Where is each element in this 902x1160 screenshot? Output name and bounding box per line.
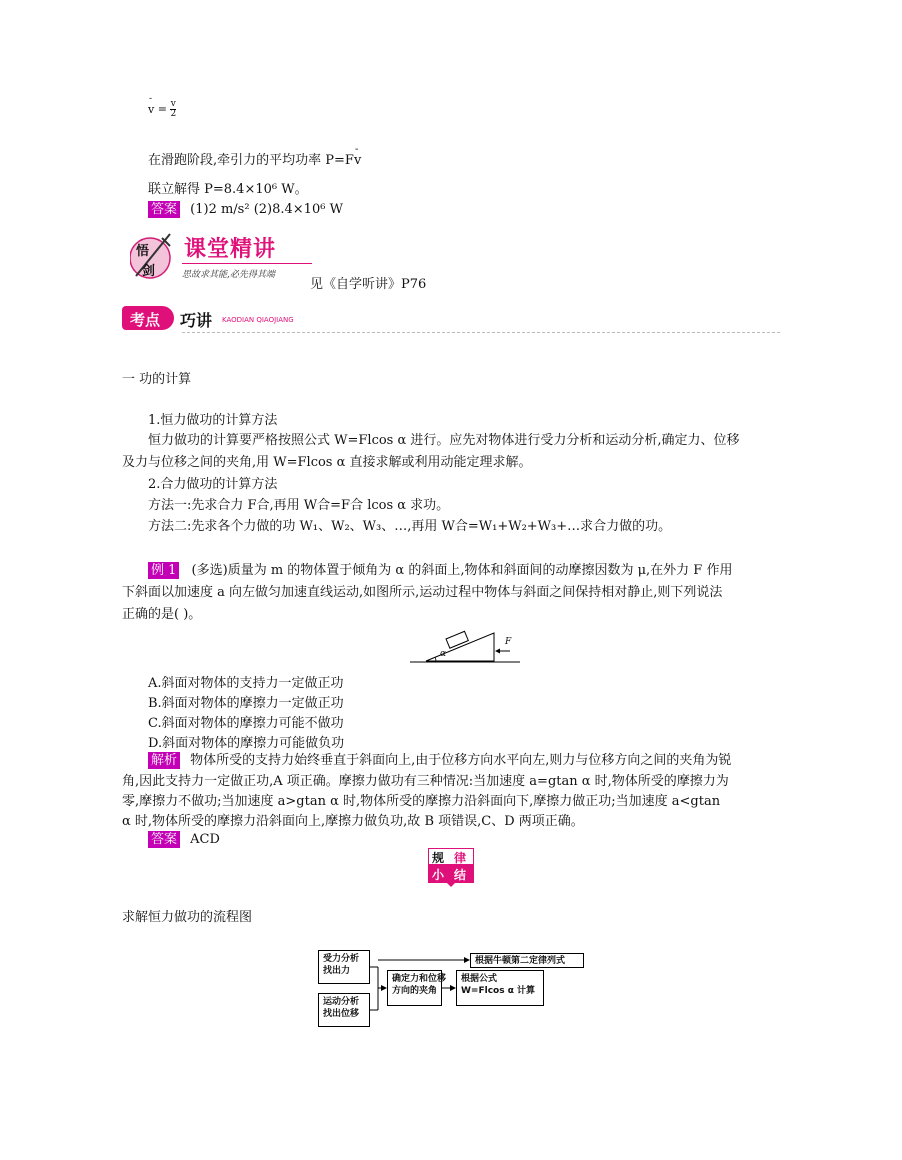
banner-subtitle: 思故求其能,必先得其端	[182, 270, 275, 280]
option-d: D.斜面对物体的摩擦力可能做负功	[148, 736, 345, 751]
keypoint-divider	[182, 332, 780, 333]
p1-line1: 恒力做功的计算要严格按照公式 W=Flcos α 进行。应先对物体进行受力分析和运动分析,确定力、位移	[148, 433, 740, 448]
option-a: A.斜面对物体的支持力一定做正功	[148, 676, 344, 691]
incline-figure	[410, 625, 520, 667]
p2-title: 2.合力做功的计算方法	[148, 477, 278, 492]
banner-char-bottom: 剑	[142, 264, 156, 279]
equals: =	[157, 102, 167, 116]
slide-power-line: 在滑跑阶段,牵引力的平均功率 P=F - v	[148, 144, 362, 168]
analysis-line1	[148, 753, 731, 770]
analysis-line4: α 时,物体所受的摩擦力沿斜面向上,摩擦力做负功,故 B 项错误,C、D 两项正确。	[122, 814, 584, 829]
option-c: C.斜面对物体的摩擦力可能不做功	[148, 716, 344, 731]
fraction-numerator: v	[170, 99, 176, 109]
banner-char-top: 悟	[136, 244, 150, 259]
fraction-denominator: 2	[170, 109, 177, 119]
analysis-text1: 物体所受的支持力始终垂直于斜面向上,由于位移方向水平向左,则力与位移方向之间的夹角为锐	[190, 753, 732, 768]
answer-2	[148, 832, 220, 849]
fig-F-label: F	[505, 637, 512, 647]
answer-1	[148, 202, 343, 219]
analysis-label: 解析	[148, 752, 180, 769]
p1-line2: 及力与位移之间的夹角,用 W=Flcos α 直接求解或利用动能定理求解。	[122, 455, 532, 470]
badge-char2: 律	[454, 851, 467, 865]
fig-alpha-label: α	[440, 649, 447, 659]
keypoint-banner	[122, 304, 782, 336]
example-line1	[148, 563, 732, 580]
slide-power-text: 在滑跑阶段,牵引力的平均功率 P=F	[148, 153, 354, 168]
example-label: 例 1	[148, 562, 179, 579]
flow-title: 求解恒力做功的流程图	[122, 910, 253, 925]
flow-box-formula: 根据公式 W=Flcos α 计算	[456, 970, 544, 1006]
avg-velocity-formula: - v = $\frac{v}{2}$	[148, 93, 177, 119]
keypoint-title: 巧讲	[180, 311, 213, 330]
p2-line1: 方法一:先求合力 F合,再用 W合=F合 lcos α 求功。	[148, 498, 450, 513]
banner-title: 课堂精讲	[184, 237, 277, 262]
answer-text: (1)2 m/s² (2)8.4×10⁶ W	[190, 202, 343, 217]
section-heading: 一 功的计算	[122, 372, 192, 387]
option-b: B.斜面对物体的摩擦力一定做正功	[148, 696, 344, 711]
flow-box-newton: 根据牛顿第二定律列式	[470, 953, 584, 968]
keypoint-pinyin: KAODIAN QIAOJIANG	[222, 316, 294, 324]
answer2-text: ACD	[190, 832, 220, 847]
badge-char1: 规	[432, 851, 445, 865]
example-line2: 下斜面以加速度 a 向左做匀加速直线运动,如图所示,运动过程中物体与斜面之间保持相对静止,则下列说法	[122, 585, 723, 600]
p2-line2: 方法二:先求各个力做的功 W₁、W₂、W₃、…,再用 W合=W₁+W₂+W₃+…求合力做的功。	[148, 519, 672, 534]
answer2-label: 答案	[148, 831, 180, 848]
listening-reference: 见《自学听讲》P76	[310, 277, 427, 292]
analysis-line3: 零,摩擦力不做功;当加速度 a>gtan α 时,物体所受的摩擦力沿斜面向下,摩擦力做正功;当加速度 a<gtan	[122, 794, 721, 809]
classroom-banner	[126, 226, 326, 286]
p1-title: 1.恒力做功的计算方法	[148, 413, 278, 428]
answer-label: 答案	[148, 201, 180, 218]
flowchart	[318, 950, 588, 1030]
keypoint-label-text: 考点	[130, 311, 161, 329]
example-text1: (多选)质量为 m 的物体置于倾角为 α 的斜面上,物体和斜面间的动摩擦因数为 μ,在外力 F 作用	[191, 563, 733, 578]
badge-char3: 小	[432, 868, 445, 882]
solve-line: 联立解得 P=8.4×10⁶ W。	[148, 182, 308, 197]
v-bar: v	[148, 102, 155, 116]
rule-summary-badge	[428, 848, 474, 886]
sword-emblem-icon	[130, 230, 174, 282]
analysis-line2: 角,因此支持力一定做正功,A 项正确。摩擦力做功有三种情况:当加速度 a=gtan α 时,物体所受的摩擦力为	[122, 774, 729, 789]
example-line3: 正确的是( )。	[122, 607, 202, 622]
flow-box-force: 受力分析 找出力	[318, 950, 370, 984]
badge-char4: 结	[454, 868, 467, 882]
flow-box-angle: 确定力和位移 方向的夹角	[387, 970, 442, 1006]
flow-box-motion: 运动分析 找出位移	[318, 993, 370, 1027]
slide-v-bar: v	[353, 153, 362, 168]
banner-underline	[182, 263, 312, 264]
